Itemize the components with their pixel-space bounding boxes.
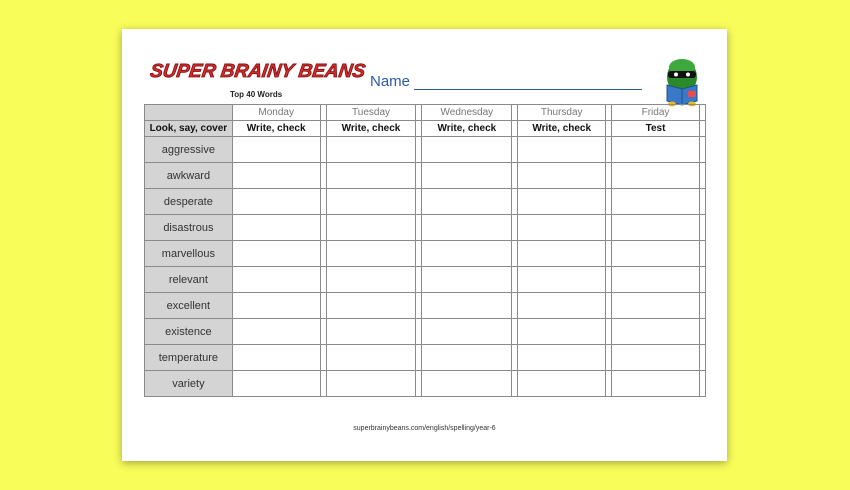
write-cell[interactable]: [518, 345, 606, 371]
word-row: [145, 189, 706, 215]
word-row: [145, 345, 706, 371]
write-cell[interactable]: [422, 345, 512, 371]
write-cell[interactable]: [232, 163, 320, 189]
write-cell[interactable]: [612, 215, 700, 241]
logo-text: SUPER BRAINY BEANS: [148, 61, 367, 82]
spelling-word: marvellous: [145, 241, 233, 267]
spelling-word: relevant: [145, 267, 233, 293]
spelling-word: excellent: [145, 293, 233, 319]
write-cell[interactable]: [518, 215, 606, 241]
blank-header-cell: [145, 105, 233, 121]
write-cell[interactable]: [232, 345, 320, 371]
instruction-monday: Write, check: [232, 121, 320, 137]
write-cell[interactable]: [232, 371, 320, 397]
spelling-word: aggressive: [145, 137, 233, 163]
write-cell[interactable]: [326, 215, 416, 241]
gap-cell: [699, 371, 705, 397]
word-row: [145, 319, 706, 345]
spelling-word: variety: [145, 371, 233, 397]
write-cell[interactable]: [422, 189, 512, 215]
write-cell[interactable]: [326, 293, 416, 319]
write-cell[interactable]: [326, 345, 416, 371]
gap-cell: [699, 319, 705, 345]
write-cell[interactable]: [232, 137, 320, 163]
gap-cell: [699, 189, 705, 215]
spelling-grid: [144, 104, 706, 397]
word-row: [145, 267, 706, 293]
write-cell[interactable]: [612, 319, 700, 345]
worksheet: [122, 29, 727, 461]
instruction-friday: Test: [612, 121, 700, 137]
write-cell[interactable]: [518, 267, 606, 293]
gap-cell: [699, 241, 705, 267]
name-label: Name: [370, 73, 411, 90]
instruction-thursday: Write, check: [518, 121, 606, 137]
gap-cell: [699, 293, 705, 319]
write-cell[interactable]: [612, 137, 700, 163]
write-cell[interactable]: [232, 189, 320, 215]
write-cell[interactable]: [232, 319, 320, 345]
day-header-row: [145, 105, 706, 121]
day-friday: Friday: [612, 105, 700, 121]
word-row: [145, 215, 706, 241]
write-cell[interactable]: [232, 267, 320, 293]
brand-logo: [148, 55, 367, 85]
write-cell[interactable]: [326, 189, 416, 215]
write-cell[interactable]: [518, 293, 606, 319]
write-cell[interactable]: [422, 267, 512, 293]
spelling-word: disastrous: [145, 215, 233, 241]
write-cell[interactable]: [232, 215, 320, 241]
write-cell[interactable]: [326, 241, 416, 267]
name-write-line[interactable]: [414, 89, 642, 90]
write-cell[interactable]: [422, 137, 512, 163]
write-cell[interactable]: [518, 163, 606, 189]
word-row: [145, 163, 706, 189]
word-row: [145, 371, 706, 397]
instruction-row: [145, 121, 706, 137]
day-tuesday: Tuesday: [326, 105, 416, 121]
write-cell[interactable]: [326, 137, 416, 163]
day-thursday: Thursday: [518, 105, 606, 121]
gap-cell: [699, 215, 705, 241]
write-cell[interactable]: [612, 189, 700, 215]
write-cell[interactable]: [326, 163, 416, 189]
instruction-tuesday: Write, check: [326, 121, 416, 137]
write-cell[interactable]: [518, 137, 606, 163]
bean-mascot-icon: [658, 55, 706, 107]
write-cell[interactable]: [422, 241, 512, 267]
gap-cell: [699, 137, 705, 163]
spelling-word: existence: [145, 319, 233, 345]
write-cell[interactable]: [518, 371, 606, 397]
gap-cell: [699, 345, 705, 371]
write-cell[interactable]: [612, 163, 700, 189]
write-cell[interactable]: [232, 241, 320, 267]
write-cell[interactable]: [422, 215, 512, 241]
footer-url: superbrainybeans.com/english/spelling/year-6: [353, 425, 496, 432]
write-cell[interactable]: [518, 241, 606, 267]
write-cell[interactable]: [518, 319, 606, 345]
write-cell[interactable]: [612, 371, 700, 397]
write-cell[interactable]: [612, 241, 700, 267]
day-monday: Monday: [232, 105, 320, 121]
write-cell[interactable]: [422, 319, 512, 345]
word-row: [145, 241, 706, 267]
write-cell[interactable]: [612, 267, 700, 293]
spelling-word: desperate: [145, 189, 233, 215]
write-cell[interactable]: [232, 293, 320, 319]
write-cell[interactable]: [326, 319, 416, 345]
instruction-wednesday: Write, check: [422, 121, 512, 137]
write-cell[interactable]: [422, 371, 512, 397]
spelling-word: awkward: [145, 163, 233, 189]
write-cell[interactable]: [326, 267, 416, 293]
word-row: [145, 293, 706, 319]
subtitle: Top 40 Words: [230, 90, 283, 99]
spelling-word: temperature: [145, 345, 233, 371]
write-cell[interactable]: [326, 371, 416, 397]
write-cell[interactable]: [422, 293, 512, 319]
gap-cell: [699, 163, 705, 189]
word-row: [145, 137, 706, 163]
look-say-cover-header: Look, say, cover: [145, 121, 233, 137]
write-cell[interactable]: [422, 163, 512, 189]
write-cell[interactable]: [612, 345, 700, 371]
day-wednesday: Wednesday: [422, 105, 512, 121]
write-cell[interactable]: [518, 189, 606, 215]
write-cell[interactable]: [612, 293, 700, 319]
gap-cell: [699, 267, 705, 293]
